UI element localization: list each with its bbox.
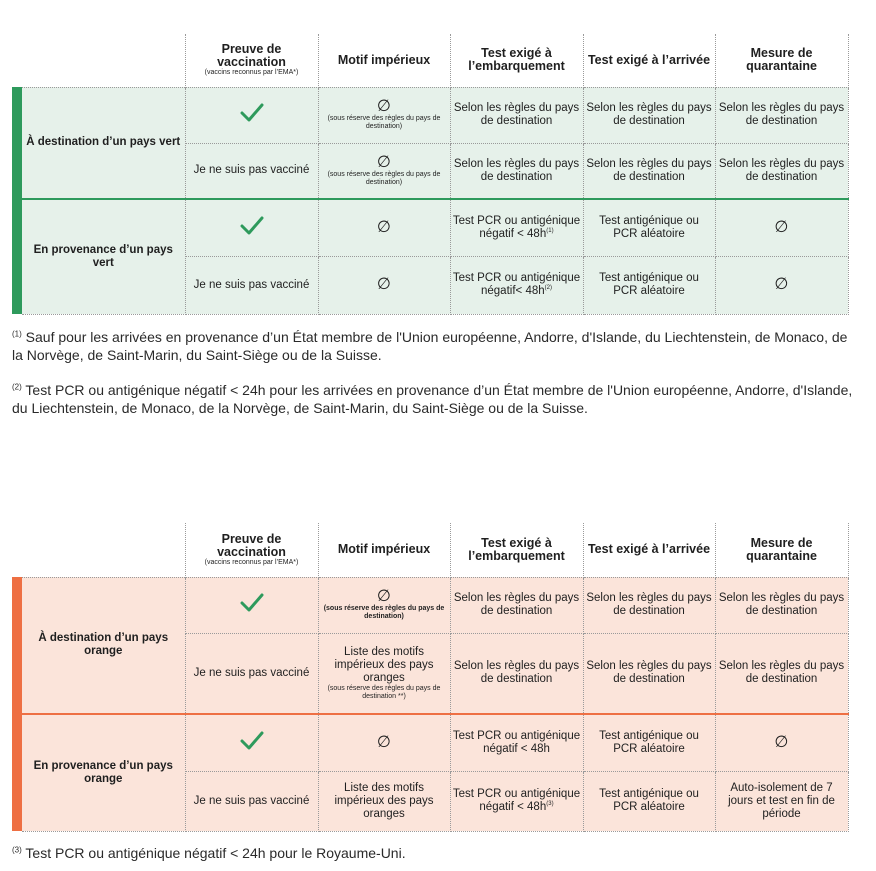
table-header-row [12, 34, 848, 87]
empty-set-icon: ∅ [377, 218, 391, 236]
motif-cell: ∅ (sous réserve des règles du pays de destination) [318, 143, 450, 199]
board-cell: Test PCR ou antigénique négatif < $48h^{(1)}$ [450, 199, 583, 256]
row-group-label: À destination d’un pays vert [22, 87, 185, 199]
check-icon [185, 199, 318, 256]
motif-cell: ∅ (sous réserve des règles du pays de destination) [318, 87, 450, 143]
header-test-boarding: Test exigé à l’embarquement [450, 523, 583, 577]
arrival-cell: Selon les règles du pays de destination [583, 577, 715, 633]
quarantine-cell: Selon les règles du pays de destination [715, 577, 848, 633]
header-proof: Preuve de vaccination (vaccins reconnus par l’EMA*) [185, 523, 318, 577]
footnote-1: $^{(1)}$ Sauf pour les arrivées en provenance d’un État membre de l'Union européenne, Andorre, d'Islande, du Liechtenstein, de Monaco, de la Norvège, de Saint-Marin, du Saint-Siège ou de la Suisse. [12, 329, 848, 363]
empty-set-icon: ∅ [774, 733, 789, 751]
empty-set-icon: ∅ [377, 153, 391, 171]
proof-cell: Je ne suis pas vacciné [185, 771, 318, 831]
board-cell: Selon les règles du pays de destination [450, 577, 583, 633]
board-cell: Selon les règles du pays de destination [450, 87, 583, 143]
arrival-cell: Test antigénique ou PCR aléatoire [583, 199, 715, 256]
quarantine-cell: Auto-isolement de 7 jours et test en fin de période [715, 771, 848, 831]
footnote-3: $^{(3)}$ Test PCR ou antigénique négatif < 24h pour le Royaume-Uni. [12, 845, 406, 861]
header-motif: Motif impérieux [318, 34, 450, 87]
arrival-cell: Test antigénique ou PCR aléatoire [583, 256, 715, 314]
arrival-cell: Selon les règles du pays de destination [583, 143, 715, 199]
check-icon [185, 714, 318, 771]
header-test-arrival: Test exigé à l’arrivée [583, 523, 715, 577]
row-group-label: À destination d’un pays orange [22, 577, 185, 714]
header-quarantine: Mesure de quarantaine [715, 34, 848, 87]
motif-cell: ∅ (sous réserve des règles du pays de destination) [318, 577, 450, 633]
arrival-cell: Test antigénique ou PCR aléatoire [583, 771, 715, 831]
footnote-2: $^{(2)}$ Test PCR ou antigénique négatif < 24h pour les arrivées en provenance d’un État membre de l'Union européenne, Andorre, d'Islande, du Liechtenstein, de Monaco, de la Norvège, de Saint-Marin, du Saint-Siège ou de la Suisse. [12, 382, 853, 416]
motif-cell: Liste des motifs impérieux des pays oranges (sous réserve des règles du pays de destination **) [318, 633, 450, 714]
motif-cell [318, 714, 450, 771]
header-proof: Preuve de vaccination (vaccins reconnus par l’EMA*) [185, 34, 318, 87]
arrival-cell: Test antigénique ou PCR aléatoire [583, 714, 715, 771]
header-motif: Motif impérieux [318, 523, 450, 577]
board-cell: Test PCR ou antigénique négatif < 48h [450, 714, 583, 771]
quarantine-cell [715, 256, 848, 314]
empty-set-icon: ∅ [377, 733, 391, 751]
header-quarantine: Mesure de quarantaine [715, 523, 848, 577]
proof-cell: Je ne suis pas vacciné [185, 633, 318, 714]
empty-set-icon: ∅ [774, 218, 789, 236]
check-icon [185, 577, 318, 633]
board-cell: Test PCR ou antigénique négatif < $48h^{(3)}$ [450, 771, 583, 831]
arrival-cell: Selon les règles du pays de destination [583, 633, 715, 714]
arrival-cell: Selon les règles du pays de destination [583, 87, 715, 143]
header-test-arrival: Test exigé à l’arrivée [583, 34, 715, 87]
table-row [12, 199, 848, 256]
empty-set-icon: ∅ [377, 98, 391, 115]
quarantine-cell: Selon les règles du pays de destination [715, 633, 848, 714]
row-group-label: En provenance d’un pays vert [22, 199, 185, 314]
table-row [12, 87, 848, 143]
proof-cell: Je ne suis pas vacciné [185, 256, 318, 314]
board-cell: Selon les règles du pays de destination [450, 633, 583, 714]
empty-set-icon: ∅ [377, 588, 391, 605]
check-icon [185, 87, 318, 143]
table-row [12, 577, 848, 633]
quarantine-cell: Selon les règles du pays de destination [715, 87, 848, 143]
motif-cell: Liste des motifs impérieux des pays oranges [318, 771, 450, 831]
quarantine-cell: Selon les règles du pays de destination [715, 143, 848, 199]
header-test-boarding: Test exigé à l’embarquement [450, 34, 583, 87]
table-header-row [12, 523, 848, 577]
row-group-label: En provenance d’un pays orange [22, 714, 185, 831]
board-cell: Test PCR ou antigénique négatif< $48h^{(2)}$ [450, 256, 583, 314]
quarantine-cell [715, 199, 848, 256]
proof-cell: Je ne suis pas vacciné [185, 143, 318, 199]
motif-cell [318, 256, 450, 314]
orange-table [12, 523, 849, 832]
empty-set-icon: ∅ [774, 276, 789, 293]
empty-set-icon: ∅ [377, 276, 391, 293]
green-table [12, 34, 849, 315]
motif-cell [318, 199, 450, 256]
board-cell: Selon les règles du pays de destination [450, 143, 583, 199]
quarantine-cell [715, 714, 848, 771]
table-row [12, 714, 848, 771]
